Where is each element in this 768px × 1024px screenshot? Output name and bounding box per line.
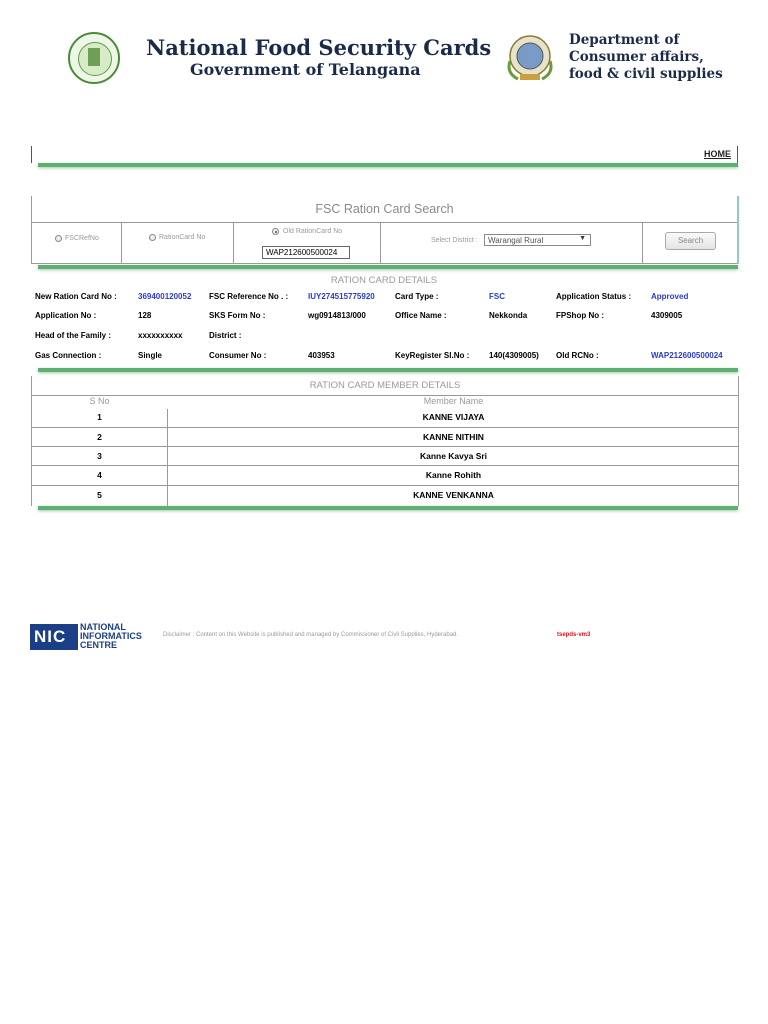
department-name <box>569 32 723 83</box>
application-status-label: Application Status : <box>556 292 632 301</box>
application-no-label: Application No : <box>35 311 97 320</box>
sno-column-header: S No <box>89 396 110 406</box>
department-emblem-icon <box>502 31 558 85</box>
divider <box>38 506 738 510</box>
department-line: Consumer affairs, <box>569 49 704 65</box>
card-type-value: FSC <box>489 292 505 301</box>
site-title: National Food Security Cards <box>146 35 492 60</box>
nav-bar <box>31 146 738 163</box>
old-rationcard-no-radio[interactable] <box>272 228 279 235</box>
divider <box>38 368 738 372</box>
member-sno: 2 <box>97 432 102 442</box>
member-name: KANNE VIJAYA <box>422 412 485 422</box>
nic-name-line: INFORMATICS <box>80 631 142 641</box>
new-ration-card-no-value: 369400120052 <box>138 292 192 301</box>
telangana-emblem-icon <box>68 32 120 84</box>
application-status-value: Approved <box>651 292 689 301</box>
ration-card-details-title: RATION CARD DETAILS <box>330 275 438 286</box>
old-rcno-value: WAP212600500024 <box>651 351 723 360</box>
member-details-table <box>31 376 739 506</box>
nic-name-line: CENTRE <box>80 640 118 650</box>
table-row <box>32 428 738 447</box>
disclaimer-text: Disclaimer : Content on this Website is published and managed by Commissioner of Civil Supplies, Hyderabad. <box>163 632 459 638</box>
rationcard-no-label: RationCard No <box>159 234 206 241</box>
sks-form-no-label: SKS Form No : <box>209 311 266 320</box>
sks-form-no-value: wg0914813/000 <box>308 311 366 320</box>
member-name-column-header: Member Name <box>423 396 484 406</box>
office-name-value: Nekkonda <box>489 311 528 320</box>
old-rcno-label: Old RCNo : <box>556 351 599 360</box>
office-name-label: Office Name : <box>395 311 447 320</box>
consumer-no-value: 403953 <box>308 351 335 360</box>
gas-connection-value: Single <box>138 351 163 360</box>
new-ration-card-no-label: New Ration Card No : <box>35 292 117 301</box>
table-row <box>32 486 738 505</box>
old-rationcard-input[interactable]: WAP212600500024 <box>262 246 350 259</box>
search-button[interactable]: Search <box>665 232 716 250</box>
fsc-reference-no-label: FSC Reference No . : <box>209 292 289 301</box>
nic-logo-text: NIC <box>34 627 67 646</box>
table-row <box>32 466 738 485</box>
fsc-reference-no-value: IUY274515775920 <box>308 292 375 301</box>
member-name: KANNE NITHIN <box>423 432 484 442</box>
member-name: Kanne Kavya Sri <box>419 451 488 461</box>
nic-name-line: NATIONAL <box>80 622 126 632</box>
search-panel-title: FSC Ration Card Search <box>315 202 454 216</box>
fscrefno-radio[interactable] <box>55 235 62 242</box>
old-rationcard-no-label: Old RationCard No <box>283 228 343 235</box>
chevron-down-icon: ▼ <box>579 235 586 242</box>
member-sno: 5 <box>97 490 102 500</box>
fpshop-no-value: 4309005 <box>651 311 683 320</box>
card-type-label: Card Type : <box>395 292 439 301</box>
table-row <box>32 408 738 427</box>
keyregister-slno-value: 140(4309005) <box>489 351 539 360</box>
district-label: Select District : <box>431 237 478 244</box>
member-sno: 3 <box>97 451 102 461</box>
head-of-family-label: Head of the Family : <box>35 331 112 340</box>
department-line: Department of <box>569 32 680 48</box>
table-row <box>32 447 738 466</box>
site-subtitle: Government of Telangana <box>190 60 421 79</box>
search-row <box>32 222 737 264</box>
home-link[interactable]: HOME <box>704 149 731 159</box>
application-no-value: 128 <box>138 311 152 320</box>
nic-logo-icon <box>30 624 78 650</box>
head-of-family-value: xxxxxxxxxx <box>138 331 183 340</box>
district-select[interactable] <box>484 234 591 246</box>
member-sno: 1 <box>97 412 102 422</box>
member-name: KANNE VENKANNA <box>413 490 494 500</box>
member-details-title: RATION CARD MEMBER DETAILS <box>309 380 461 391</box>
rationcard-no-radio[interactable] <box>149 234 156 241</box>
fpshop-no-label: FPShop No : <box>556 311 604 320</box>
fscrefno-label: FSCRefNo <box>65 235 99 242</box>
gas-connection-label: Gas Connection : <box>35 351 102 360</box>
keyregister-slno-label: KeyRegister Sl.No : <box>395 351 470 360</box>
member-sno: 4 <box>97 470 102 480</box>
server-name: tsepds-vm3 <box>557 632 591 638</box>
district-detail-label: District : <box>209 331 242 340</box>
divider <box>38 163 738 167</box>
consumer-no-label: Consumer No : <box>209 351 267 360</box>
member-name: Kanne Rohith <box>425 470 482 480</box>
search-panel <box>31 196 739 264</box>
divider <box>38 265 738 269</box>
department-line: food & civil supplies <box>569 66 723 82</box>
district-select-value: Warangal Rural <box>488 236 544 245</box>
nic-name <box>80 623 142 650</box>
